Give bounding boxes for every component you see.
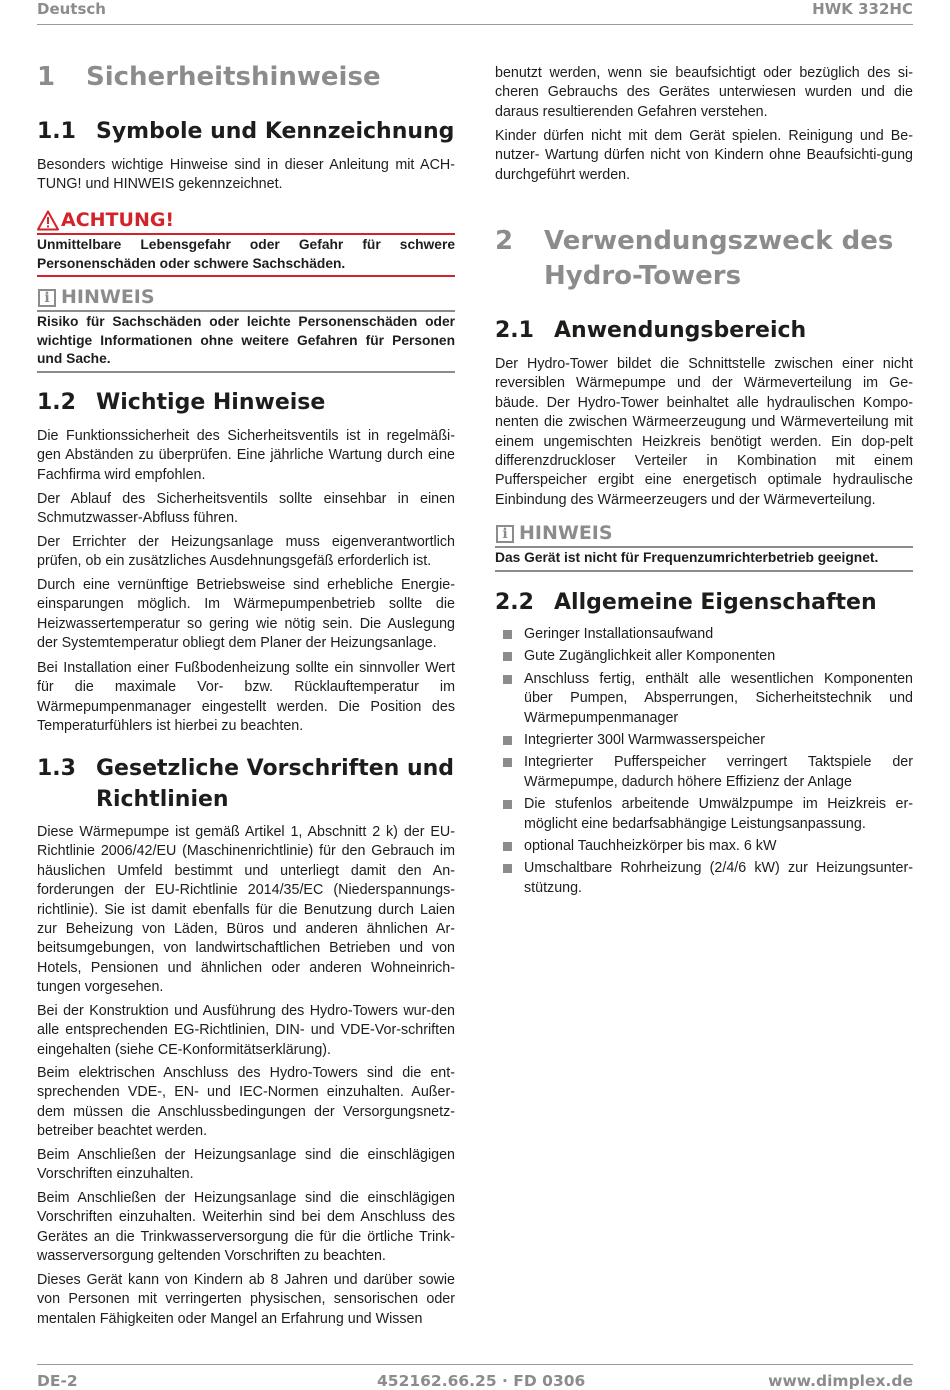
heading-2-1-number: 2.1 xyxy=(495,318,534,343)
square-bullet-icon xyxy=(503,800,512,809)
paragraph: benutzt werden, wenn sie beaufsichtigt oder bezüglich des si-cheren Gebrauchs des Gerätes unterwiesen wurden und die daraus resultierenden Gefahren verstehen. xyxy=(495,65,913,120)
heading-2-2-title: Allgemeine Eigenschaften xyxy=(554,590,877,615)
square-bullet-icon xyxy=(503,630,512,639)
heading-1-2 xyxy=(37,387,325,418)
paragraph: Kinder dürfen nicht mit dem Gerät spielen. Reinigung und Be-nutzer- Wartung dürfen nicht von Kindern ohne Beaufsichti-gung durchgeführt werden. xyxy=(495,128,913,183)
heading-2 xyxy=(495,224,893,294)
square-bullet-icon xyxy=(503,652,512,661)
heading-1-3 xyxy=(37,753,455,815)
list-item: Integrierter 300l Warmwasserspeicher xyxy=(495,731,913,750)
paragraph: Der Ablauf des Sicherheitsventils sollte einsehbar in einen Schmutzwasser-Abfluss führen. xyxy=(37,491,455,527)
achtung-box xyxy=(37,208,455,277)
info-i-icon: i xyxy=(496,525,514,543)
heading-2-2-number: 2.2 xyxy=(495,590,534,615)
footer-page-number: DE-2 xyxy=(37,1372,78,1390)
heading-1-2-number: 1.2 xyxy=(37,390,76,415)
heading-2-2 xyxy=(495,587,877,618)
heading-2-1 xyxy=(495,315,806,346)
feature-list xyxy=(495,625,913,901)
list-item: Gute Zugänglichkeit aller Komponenten xyxy=(495,647,913,666)
list-item: Umschaltbare Rohrheizung (2/4/6 kW) zur Heizungsunter-stützung. xyxy=(495,859,913,898)
footer-website-link[interactable]: www.dimplex.de xyxy=(768,1372,913,1390)
list-item: optional Tauchheizkörper bis max. 6 kW xyxy=(495,837,913,856)
paragraph: Der Hydro-Tower bildet die Schnittstelle zwischen einer nicht reversiblen Wärmepumpe und der Wärmeverteilung im Ge-bäude. Der Hydro-Tower beinhaltet alle hydraulischen Kompo-nenten die zwischen Wärmeerzeugung und Wärmeverteilung mit einem ungemischten Heizkreis benötigt werden. Ein dop-pelt differenzdruckloser Verteiler in Kombination mit einem Pufferspeicher ergibt eine energetisch optimale hydraulische Einbindung des Wärmeerzeugers und der Wärmeverteilung. xyxy=(495,356,913,508)
hinweis-box xyxy=(37,285,455,373)
paragraph: Beim Anschließen der Heizungsanlage sind die einschlägigen Vorschriften einzuhalten. Weiterhin sind bei dem Anschluss des Gerätes an die Trinkwasserversorgung die für die örtliche Trink-wasserversorgung geltenden Vorschriften zu beachten. xyxy=(37,1190,455,1265)
heading-1 xyxy=(37,60,381,95)
heading-1-title: Sicherheitshinweise xyxy=(86,62,381,92)
paragraph: Beim Anschließen der Heizungsanlage sind die einschlägigen Vorschriften einzuhalten. xyxy=(37,1147,455,1183)
list-item: Geringer Installationsaufwand xyxy=(495,625,913,644)
paragraph: Die Funktionssicherheit des Sicherheitsventils ist in regelmäßi-gen Abständen zu überprüfen. Eine jährliche Wartung durch eine Fachfirma wird empfohlen. xyxy=(37,428,455,483)
header-model: HWK 332HC xyxy=(812,0,913,18)
info-i-icon: i xyxy=(38,289,56,307)
hinweis-text: Risiko für Sachschäden oder leichte Personenschäden oder wichtige Informationen ohne weitere Gefahren für Personen und Sache. xyxy=(37,314,455,367)
hinweis-label: HINWEIS xyxy=(519,522,613,544)
hinweis-box xyxy=(495,521,913,572)
paragraph: Dieses Gerät kann von Kindern ab 8 Jahren und darüber sowie von Personen mit verringerten physischen, sensorischen oder mentalen Fähigkeiten oder Mangel an Erfahrung und Wissen xyxy=(37,1272,455,1327)
footer-document-number: 452162.66.25 · FD 0306 xyxy=(377,1372,586,1390)
square-bullet-icon xyxy=(503,842,512,851)
paragraph: Beim elektrischen Anschluss des Hydro-Towers sind die ent-sprechenden VDE-, EN- und IEC-Normen einzuhalten. Außer-dem müssen die Anschlussbedingungen der Versorgungsnetz-betreiber beachtet werden. xyxy=(37,1065,455,1140)
heading-2-1-title: Anwendungsbereich xyxy=(554,318,807,343)
paragraph: Durch eine vernünftige Betriebsweise sind erhebliche Energie-einsparungen möglich. Im Wärmepumpenbetrieb sollte die Heizwassertemperatur so gering wie nötig sein. Die Auslegung der Systemtemperatur obliegt dem Planer der Heizungsanlage. xyxy=(37,577,455,652)
heading-1-1-number: 1.1 xyxy=(37,119,76,144)
square-bullet-icon xyxy=(503,758,512,767)
heading-1-number: 1 xyxy=(37,62,56,92)
paragraph: Bei Installation einer Fußbodenheizung sollte ein sinnvoller Wert für die maximale Vor- bzw. Rücklauftemperatur im Wärmepumpenmanager eingestellt werden. Die Position des Temperaturfühlers ist hierbei zu beachten. xyxy=(37,660,455,735)
page-footer xyxy=(37,1364,913,1390)
list-item: Die stufenlos arbeitende Umwälzpumpe im Heizkreis er-möglicht eine bedarfsabhängige Leistungsanpassung. xyxy=(495,795,913,834)
heading-1-3-number: 1.3 xyxy=(37,756,76,781)
paragraph: Diese Wärmepumpe ist gemäß Artikel 1, Abschnitt 2 k) der EU-Richtlinie 2006/42/EU (Maschinenrichtlinie) für den Gebrauch im häuslichen Umfeld bestimmt und unterliegt damit den An-forderungen der EU-Richtlinie 2014/35/EC (Niederspannungs-richtlinie). Sie ist damit ebenfalls für die Benutzung durch Laien zur Beheizung von Läden, Büros und anderen ähnlichen Ar-beitsumgebungen, von landwirtschaftlichen Betrieben und von Hotels, Pensionen und ähnlichen oder anderen Wohneinrich-tungen vorgesehen. xyxy=(37,824,455,996)
header-language: Deutsch xyxy=(37,0,106,18)
list-item: Anschluss fertig, enthält alle wesentlichen Komponenten über Pumpen, Absperrungen, Sicherheitstechnik und Wärmepumpenmanager xyxy=(495,670,913,728)
heading-2-title-line1: Verwendungszweck des xyxy=(544,226,894,256)
heading-1-2-title: Wichtige Hinweise xyxy=(96,390,326,415)
heading-2-number: 2 xyxy=(495,226,514,256)
heading-2-title-line2: Hydro-Towers xyxy=(544,261,742,291)
page-header xyxy=(37,0,913,25)
square-bullet-icon xyxy=(503,864,512,873)
heading-1-1-title: Symbole und Kennzeichnung xyxy=(96,119,455,144)
hinweis-text: Das Gerät ist nicht für Frequenzumrichterbetrieb geeignet. xyxy=(495,550,879,565)
paragraph: Der Errichter der Heizungsanlage muss eigenverantwortlich prüfen, ob ein zusätzliches Ausdehnungsgefäß erforderlich ist. xyxy=(37,534,455,570)
paragraph: Besonders wichtige Hinweise sind in dieser Anleitung mit ACH-TUNG! und HINWEIS gekennzeichnet. xyxy=(37,157,455,193)
hinweis-label: HINWEIS xyxy=(61,286,155,308)
list-item: Integrierter Pufferspeicher verringert Taktspiele der Wärmepumpe, dadurch höhere Effizienz der Anlage xyxy=(495,753,913,792)
heading-1-3-title: Gesetzliche Vorschriften und Richtlinien xyxy=(96,756,455,812)
achtung-text: Unmittelbare Lebensgefahr oder Gefahr für schwere Personenschäden oder schwere Sachschäden. xyxy=(37,237,455,271)
achtung-label: ACHTUNG! xyxy=(61,209,175,231)
square-bullet-icon xyxy=(503,736,512,745)
paragraph: Bei der Konstruktion und Ausführung des Hydro-Towers wur-den alle entsprechenden EG-Richtlinien, DIN- und VDE-Vor-schriften eingehalten (siehe CE-Konformitätserklärung). xyxy=(37,1003,455,1058)
square-bullet-icon xyxy=(503,675,512,684)
heading-1-1 xyxy=(37,116,454,147)
